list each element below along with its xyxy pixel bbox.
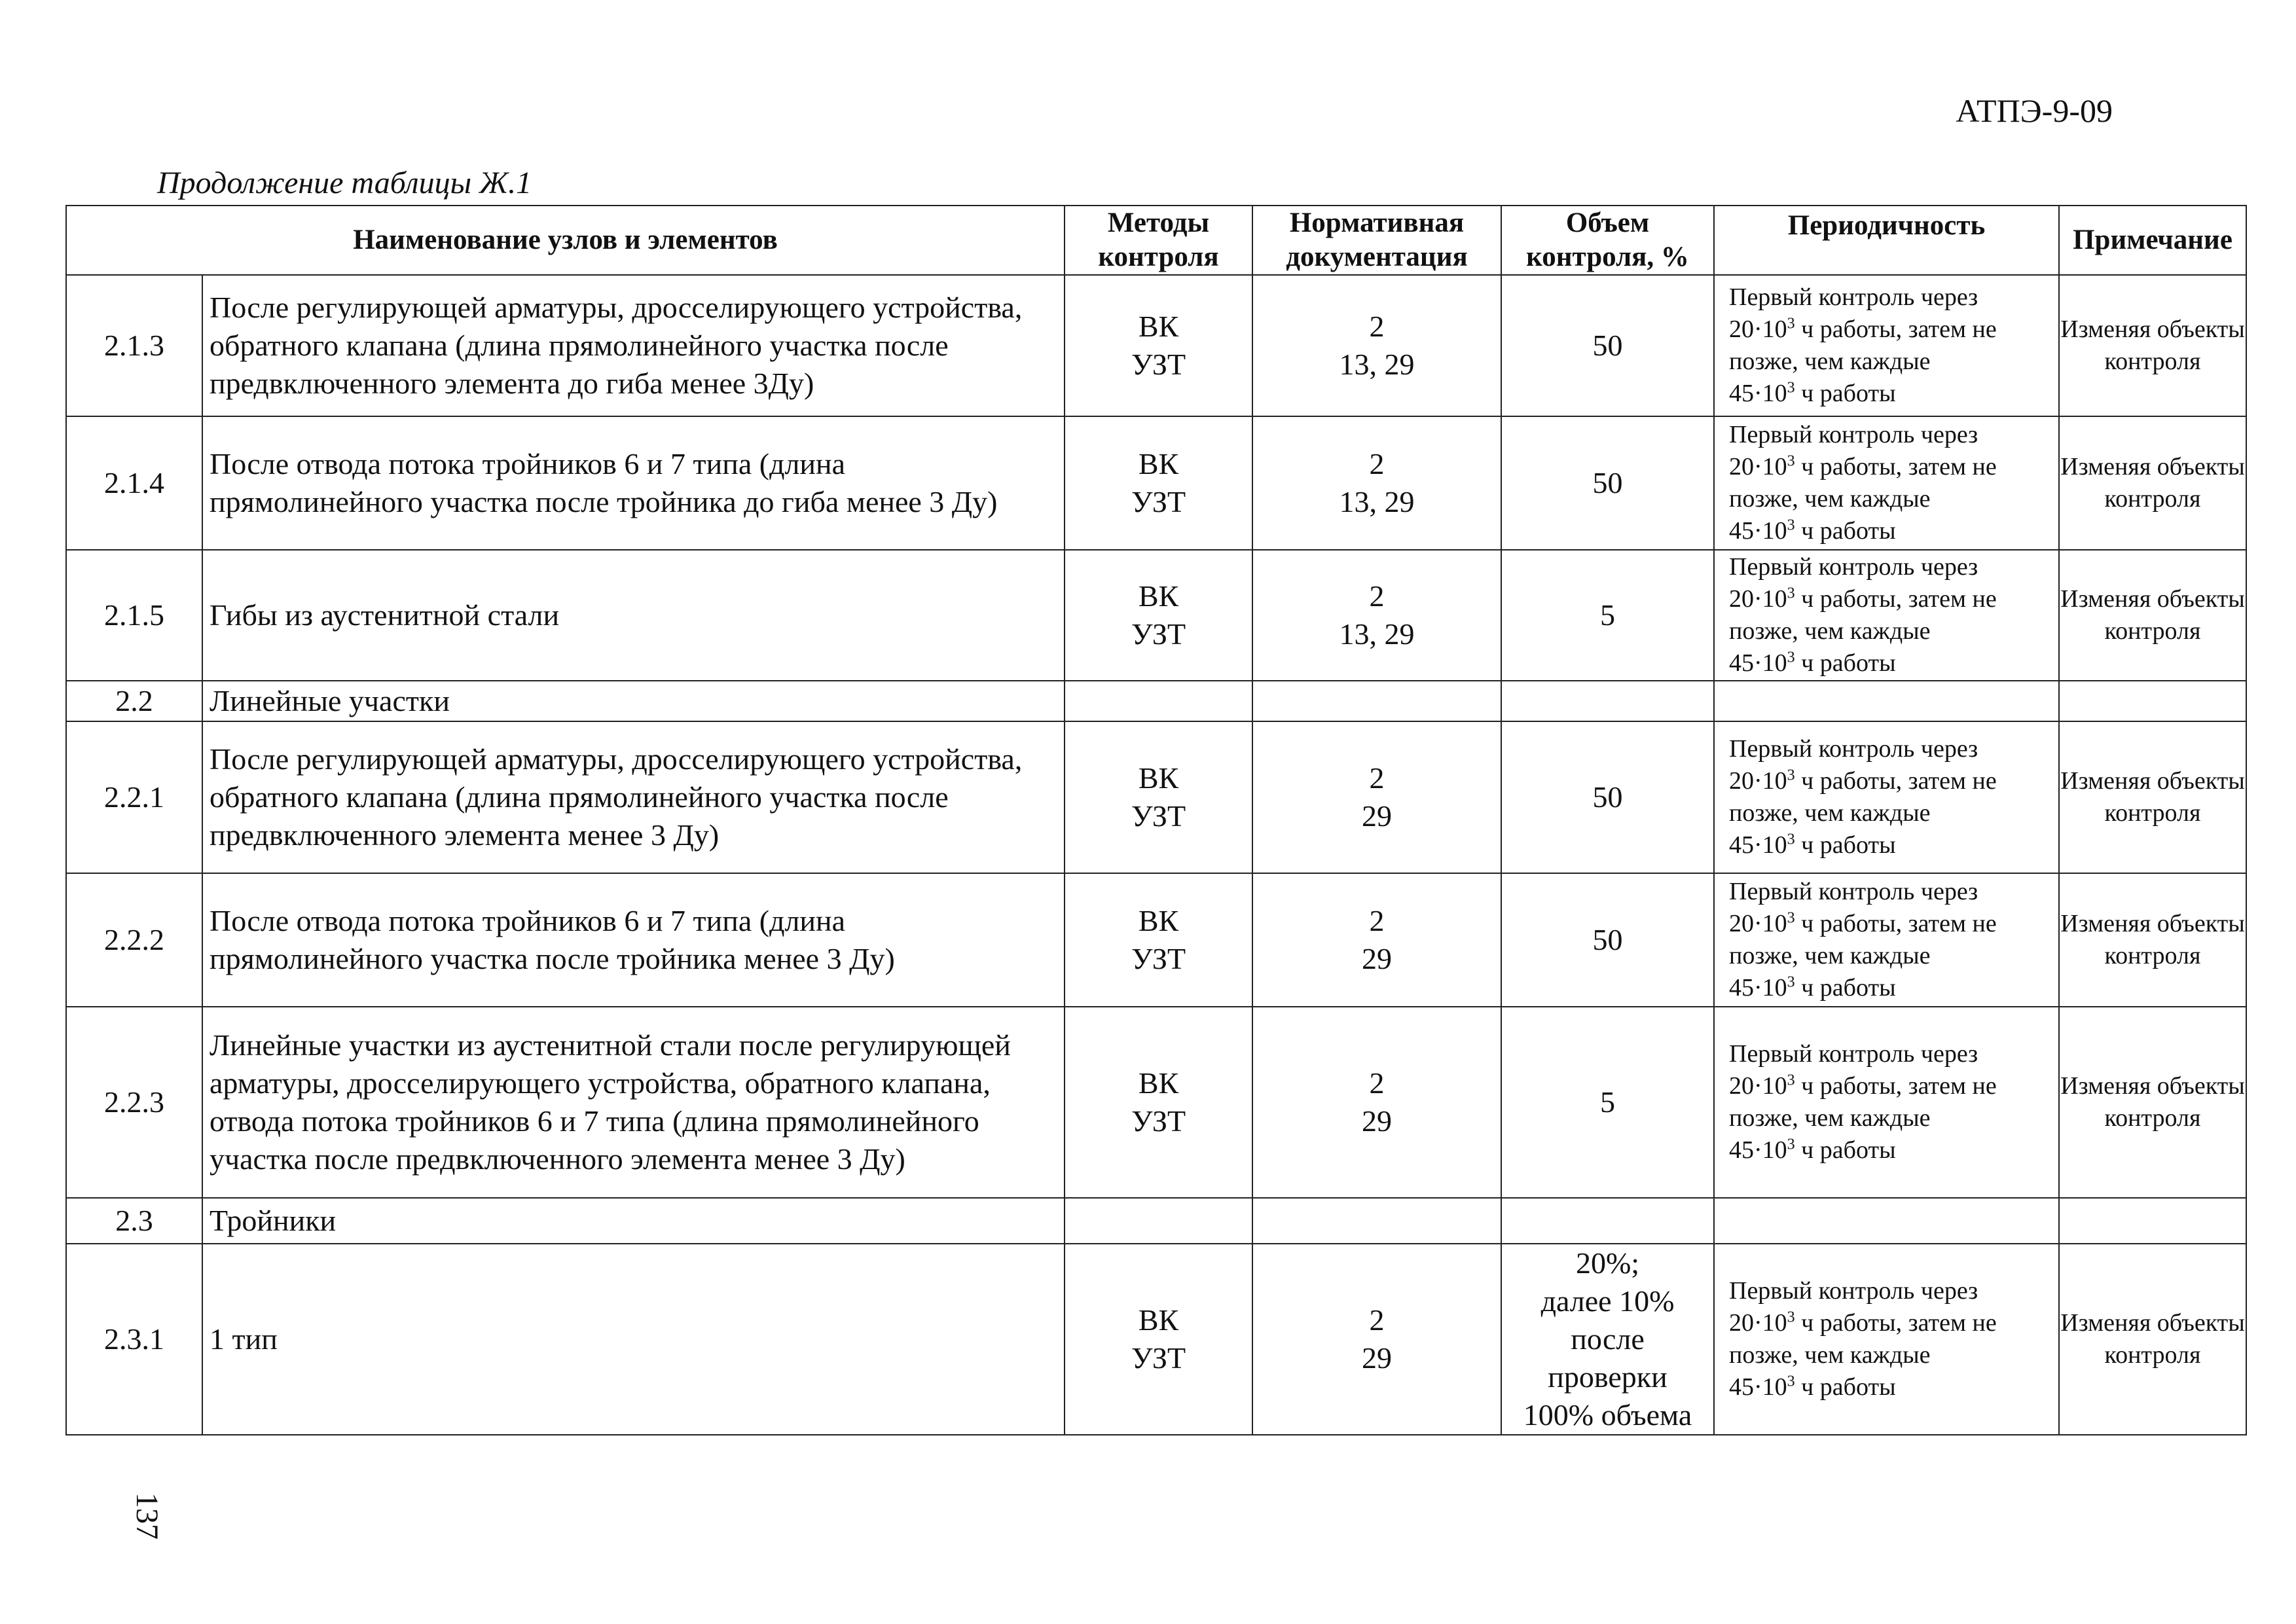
table-row (66, 275, 2246, 416)
normative-docs: 2 13, 29 (1252, 550, 1501, 681)
control-note: Изменяя объекты контроля (2059, 550, 2246, 681)
period-exponent: 3 (1787, 767, 1795, 784)
period-line: позже, чем каждые (1729, 348, 1931, 375)
control-methods: ВК УЗТ (1065, 550, 1252, 681)
period-line (1729, 765, 2052, 797)
control-period (1714, 721, 2059, 873)
row-number: 2.3.1 (66, 1244, 202, 1435)
section-row (66, 681, 2246, 721)
row-number: 2.2.2 (66, 873, 202, 1007)
header-period: Периодичность (1714, 206, 2059, 275)
table-row (66, 873, 2246, 1007)
header-note: Примечание (2059, 206, 2246, 275)
period-line: Первый контроль через (1729, 735, 1978, 763)
row-number: 2.1.3 (66, 275, 202, 416)
period-text: ч работы (1801, 831, 1896, 859)
period-line (1729, 1307, 2052, 1339)
empty-cell (1065, 681, 1252, 721)
empty-cell (1065, 1198, 1252, 1244)
period-line: Первый контроль через (1729, 878, 1978, 905)
control-period (1714, 1244, 2059, 1435)
header-volume: Объем контроля, % (1501, 206, 1714, 275)
period-value: 20·10 (1729, 1072, 1787, 1100)
period-line (1729, 314, 2052, 346)
normative-docs: 2 13, 29 (1252, 416, 1501, 550)
control-methods: ВК УЗТ (1065, 721, 1252, 873)
period-line: позже, чем каждые (1729, 1341, 1931, 1369)
section-row (66, 1198, 2246, 1244)
element-name: После отвода потока тройников 6 и 7 типа (длина прямолинейного участка после тройника менее 3 Ду) (202, 873, 1065, 1007)
row-number: 2.2.3 (66, 1007, 202, 1198)
document-code: АТПЭ-9-09 (1956, 92, 2113, 129)
period-exponent: 3 (1787, 909, 1795, 927)
period-value: 45·10 (1729, 1136, 1787, 1164)
row-number: 2.2 (66, 681, 202, 721)
period-text: ч работы, затем не (1801, 453, 1997, 480)
control-volume: 50 (1501, 721, 1714, 873)
period-line (1729, 515, 2052, 547)
period-exponent: 3 (1787, 1373, 1795, 1390)
period-exponent: 3 (1787, 585, 1795, 602)
period-exponent: 3 (1787, 1072, 1795, 1089)
section-title: Тройники (202, 1198, 1065, 1244)
empty-cell (1501, 681, 1714, 721)
table-row (66, 1007, 2246, 1198)
period-line (1729, 1134, 2052, 1166)
period-value: 45·10 (1729, 831, 1787, 859)
period-exponent: 3 (1787, 1136, 1795, 1153)
control-methods: ВК УЗТ (1065, 1007, 1252, 1198)
empty-cell (1714, 681, 2059, 721)
period-exponent: 3 (1787, 379, 1795, 397)
empty-cell (2059, 1198, 2246, 1244)
empty-cell (1252, 1198, 1501, 1244)
period-line (1729, 829, 2052, 861)
period-text: ч работы (1801, 380, 1896, 407)
period-line (1729, 972, 2052, 1004)
control-methods: ВК УЗТ (1065, 873, 1252, 1007)
period-text: ч работы (1801, 974, 1896, 1001)
table-row (66, 550, 2246, 681)
control-period (1714, 550, 2059, 681)
element-name: После регулирующей арматуры, дросселирующего устройства, обратного клапана (длина прямолинейного участка после предвключенного элемента до гиба менее 3Ду) (202, 275, 1065, 416)
control-volume: 50 (1501, 416, 1714, 550)
period-line: позже, чем каждые (1729, 799, 1931, 827)
period-text: ч работы (1801, 1136, 1896, 1164)
empty-cell (1714, 1198, 2059, 1244)
period-value: 20·10 (1729, 316, 1787, 343)
period-exponent: 3 (1787, 452, 1795, 470)
control-period (1714, 275, 2059, 416)
period-exponent: 3 (1787, 315, 1795, 333)
element-name: После отвода потока тройников 6 и 7 типа (длина прямолинейного участка после тройника до гиба менее 3 Ду) (202, 416, 1065, 550)
period-text: ч работы (1801, 1373, 1896, 1401)
period-value: 45·10 (1729, 974, 1787, 1001)
table-caption: Продолжение таблицы Ж.1 (157, 166, 532, 200)
period-line: позже, чем каждые (1729, 485, 1931, 513)
normative-docs: 2 13, 29 (1252, 275, 1501, 416)
section-title: Линейные участки (202, 681, 1065, 721)
element-name: Гибы из аустенитной стали (202, 550, 1065, 681)
control-note: Изменяя объекты контроля (2059, 416, 2246, 550)
element-name: После регулирующей арматуры, дросселирующего устройства, обратного клапана (длина прямолинейного участка после предвключенного элемента менее 3 Ду) (202, 721, 1065, 873)
normative-docs: 2 29 (1252, 1244, 1501, 1435)
period-line: Первый контроль через (1729, 421, 1978, 448)
table-row (66, 721, 2246, 873)
period-value: 20·10 (1729, 585, 1787, 613)
row-number: 2.3 (66, 1198, 202, 1244)
control-volume: 5 (1501, 550, 1714, 681)
control-period (1714, 873, 2059, 1007)
normative-docs: 2 29 (1252, 873, 1501, 1007)
period-line (1729, 908, 2052, 940)
period-value: 45·10 (1729, 649, 1787, 677)
period-text: ч работы (1801, 517, 1896, 545)
period-text: ч работы, затем не (1801, 585, 1997, 613)
period-text: ч работы, затем не (1801, 1309, 1997, 1337)
period-line (1729, 583, 2052, 615)
row-number: 2.2.1 (66, 721, 202, 873)
period-text: ч работы, затем не (1801, 910, 1997, 937)
control-methods: ВК УЗТ (1065, 275, 1252, 416)
control-note: Изменяя объекты контроля (2059, 275, 2246, 416)
empty-cell (1501, 1198, 1714, 1244)
period-line (1729, 378, 2052, 410)
period-line: Первый контроль через (1729, 1277, 1978, 1305)
control-period (1714, 416, 2059, 550)
period-exponent: 3 (1787, 973, 1795, 991)
header-name: Наименование узлов и элементов (66, 206, 1065, 275)
period-text: ч работы (1801, 649, 1896, 677)
period-value: 45·10 (1729, 517, 1787, 545)
header-row (66, 206, 2246, 275)
control-note: Изменяя объекты контроля (2059, 1007, 2246, 1198)
period-line: Первый контроль через (1729, 553, 1978, 581)
control-volume: 20%; далее 10% после проверки 100% объема (1501, 1244, 1714, 1435)
period-exponent: 3 (1787, 831, 1795, 848)
table-row (66, 1244, 2246, 1435)
period-text: ч работы, затем не (1801, 767, 1997, 795)
control-volume: 50 (1501, 873, 1714, 1007)
period-value: 20·10 (1729, 910, 1787, 937)
control-volume: 50 (1501, 275, 1714, 416)
period-exponent: 3 (1787, 516, 1795, 534)
period-value: 20·10 (1729, 1309, 1787, 1337)
period-line (1729, 647, 2052, 679)
row-number: 2.1.4 (66, 416, 202, 550)
control-note: Изменяя объекты контроля (2059, 1244, 2246, 1435)
normative-docs: 2 29 (1252, 1007, 1501, 1198)
empty-cell (2059, 681, 2246, 721)
normative-docs: 2 29 (1252, 721, 1501, 873)
control-period (1714, 1007, 2059, 1198)
control-note: Изменяя объекты контроля (2059, 721, 2246, 873)
control-methods: ВК УЗТ (1065, 1244, 1252, 1435)
period-text: ч работы, затем не (1801, 1072, 1997, 1100)
row-number: 2.1.5 (66, 550, 202, 681)
control-table (65, 205, 2247, 1435)
period-exponent: 3 (1787, 1308, 1795, 1326)
period-line: позже, чем каждые (1729, 1104, 1931, 1132)
table-row (66, 416, 2246, 550)
period-line: позже, чем каждые (1729, 942, 1931, 969)
header-methods: Методы контроля (1065, 206, 1252, 275)
element-name: Линейные участки из аустенитной стали после регулирующей арматуры, дросселирующего устройства, обратного клапана, отвода потока тройников 6 и 7 типа (длина прямолинейного участка после предвключенного элемента менее 3 Ду) (202, 1007, 1065, 1198)
header-docs: Нормативная документация (1252, 206, 1501, 275)
page-number: 137 (130, 1492, 164, 1540)
period-line: Первый контроль через (1729, 283, 1978, 311)
period-value: 45·10 (1729, 380, 1787, 407)
period-line (1729, 451, 2052, 483)
period-line (1729, 1070, 2052, 1102)
control-methods: ВК УЗТ (1065, 416, 1252, 550)
empty-cell (1252, 681, 1501, 721)
period-value: 45·10 (1729, 1373, 1787, 1401)
period-line (1729, 1371, 2052, 1403)
period-line: позже, чем каждые (1729, 617, 1931, 645)
period-text: ч работы, затем не (1801, 316, 1997, 343)
control-volume: 5 (1501, 1007, 1714, 1198)
element-name: 1 тип (202, 1244, 1065, 1435)
period-exponent: 3 (1787, 649, 1795, 666)
period-line: Первый контроль через (1729, 1040, 1978, 1068)
control-note: Изменяя объекты контроля (2059, 873, 2246, 1007)
period-value: 20·10 (1729, 767, 1787, 795)
period-value: 20·10 (1729, 453, 1787, 480)
